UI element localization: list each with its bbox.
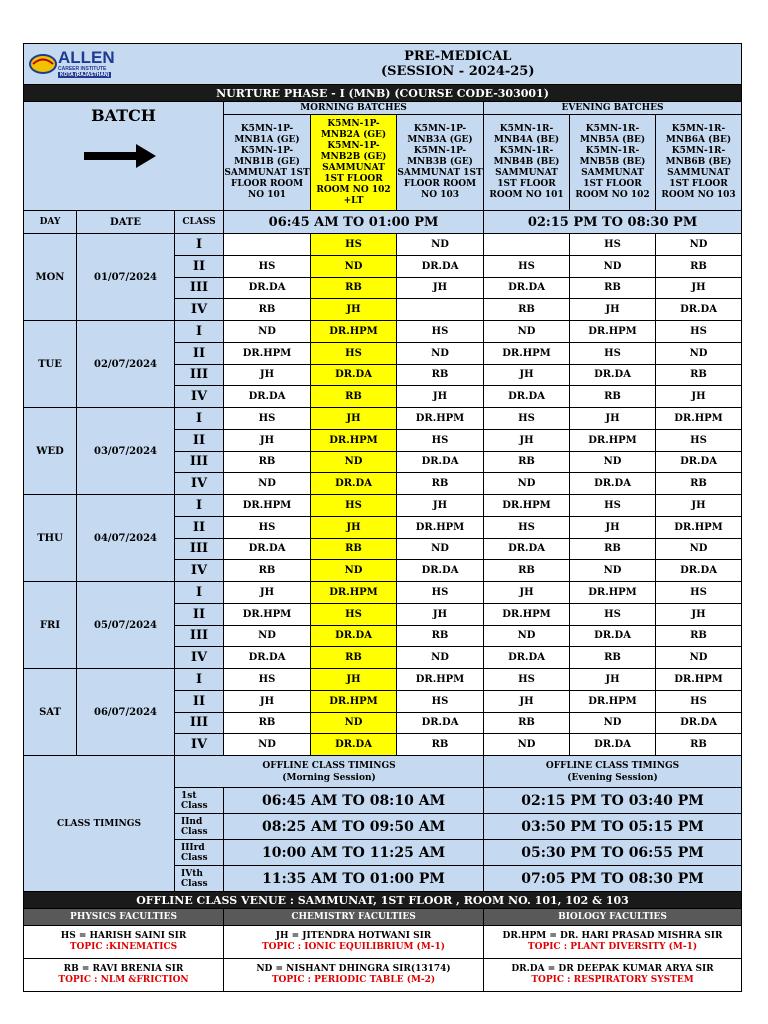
timing-evening: 02:15 PM TO 03:40 PM [484,788,742,814]
class-number-cell: I [175,408,224,430]
faculty-code-cell: DR.DA [311,734,397,756]
timing-row-label: IIIrd Class [175,840,224,866]
schedule-body [24,234,742,756]
class-number-cell: III [175,364,224,386]
batch-column-1: K5MN-1P-MNB1A (GE) K5MN-1P-MNB1B (GE) SAMMUNAT 1ST FLOOR ROOM NO 101 [224,115,311,211]
faculty-code-cell: RB [311,386,397,408]
faculty-code-cell: HS [484,516,570,538]
faculty-topic: TOPIC : IONIC EQUILIBRIUM (M-1) [261,942,446,952]
faculty-code-cell: JH [224,429,311,451]
faculty-code-cell: ND [224,734,311,756]
faculty-code-cell: RB [484,299,570,321]
faculty-code-cell: HS [656,582,742,604]
faculty-code-cell: ND [311,560,397,582]
morning-timings-header [175,756,484,788]
faculty-entry [484,959,742,992]
faculty-code-cell: JH [397,277,484,299]
date-cell: 05/07/2024 [77,582,175,669]
faculty-code-cell: DR.DA [570,734,656,756]
faculty-code-cell: RB [656,625,742,647]
right-arrow-icon [84,142,158,170]
faculty-code-cell: HS [224,255,311,277]
faculty-code-cell: DR.DA [397,451,484,473]
faculty-code-cell: DR.DA [484,538,570,560]
faculty-code-cell: RB [224,560,311,582]
faculty-code-cell: DR.DA [397,712,484,734]
faculty-code-cell: JH [656,495,742,517]
class-number-cell: III [175,451,224,473]
date-cell: 04/07/2024 [77,495,175,582]
faculty-code-cell: HS [570,603,656,625]
faculty-code-cell: RB [311,538,397,560]
faculty-code-cell: DR.HPM [484,342,570,364]
faculty-code-cell: JH [311,516,397,538]
phase-bar: NURTURE PHASE - I (MNB) (COURSE CODE-303001) [24,85,742,102]
faculty-code-cell: DR.DA [311,364,397,386]
faculty-code-cell: JH [656,277,742,299]
morning-time-header: 06:45 AM TO 01:00 PM [224,211,484,234]
schedule-row [24,321,742,343]
logo-subtitle: CAREER INSTITUTE [58,66,107,72]
class-number-cell: III [175,712,224,734]
batch-column-6: K5MN-1R-MNB6A (BE) K5MN-1R-MNB6B (BE) SAMMUNAT 1ST FLOOR ROOM NO 103 [656,115,742,211]
faculty-code-cell: JH [570,516,656,538]
class-number-cell: II [175,429,224,451]
class-number-cell: II [175,690,224,712]
faculty-name: HS = HARISH SAINI SIR [60,931,187,941]
faculty-code-cell: DR.DA [656,451,742,473]
faculty-code-cell: DR.HPM [311,321,397,343]
faculty-code-cell: JH [311,299,397,321]
faculty-code-cell: RB [397,625,484,647]
faculty-code-cell: DR.DA [656,299,742,321]
timing-morning: 11:35 AM TO 01:00 PM [224,866,484,892]
faculty-entry [24,959,224,992]
faculty-code-cell: RB [570,647,656,669]
faculty-code-cell: ND [397,234,484,256]
faculty-entry [24,926,224,959]
faculty-code-cell: RB [570,277,656,299]
faculty-code-cell: JH [570,299,656,321]
faculty-code-cell: HS [311,342,397,364]
date-cell: 02/07/2024 [77,321,175,408]
faculty-code-cell: HS [397,582,484,604]
faculty-code-cell: HS [397,429,484,451]
faculty-code-cell: ND [484,734,570,756]
faculty-code-cell: RB [656,255,742,277]
physics-faculties-header: PHYSICS FACULTIES [24,909,224,926]
schedule-row [24,669,742,691]
faculty-code-cell: DR.DA [570,364,656,386]
faculty-code-cell: ND [311,712,397,734]
schedule-row [24,234,742,256]
day-cell: FRI [24,582,77,669]
class-number-cell: I [175,495,224,517]
faculty-code-cell: JH [224,364,311,386]
faculty-topic: TOPIC : PERIODIC TABLE (M-2) [271,975,436,985]
faculty-code-cell: DR.DA [570,625,656,647]
faculty-code-cell: DR.HPM [656,669,742,691]
faculty-code-cell: DR.DA [656,712,742,734]
day-column-header: DAY [24,211,77,234]
morning-batches-header: MORNING BATCHES [224,102,484,115]
timing-row-label: 1st Class [175,788,224,814]
schedule-row [24,495,742,517]
morning-timings-subtitle: (Morning Session) [282,772,376,783]
faculty-code-cell: HS [656,429,742,451]
faculty-code-cell: ND [397,647,484,669]
evening-batches-header: EVENING BATCHES [484,102,742,115]
faculty-code-cell: DR.HPM [656,408,742,430]
faculty-code-cell: DR.HPM [570,321,656,343]
faculty-code-cell: ND [570,560,656,582]
faculty-code-cell: HS [397,321,484,343]
faculty-code-cell: RB [224,712,311,734]
faculty-code-cell: HS [224,516,311,538]
class-number-cell: I [175,582,224,604]
faculty-name: DR.HPM = DR. HARI PRASAD MISHRA SIR [502,931,723,941]
faculty-code-cell: DR.DA [224,647,311,669]
faculty-code-cell: DR.DA [570,473,656,495]
class-number-cell: III [175,538,224,560]
faculty-code-cell: RB [397,473,484,495]
timing-evening: 07:05 PM TO 08:30 PM [484,866,742,892]
faculty-code-cell: DR.DA [224,386,311,408]
faculty-code-cell: HS [570,342,656,364]
faculty-code-cell: JH [224,690,311,712]
faculty-code-cell: JH [397,386,484,408]
faculty-name: DR.DA = DR DEEPAK KUMAR ARYA SIR [511,964,714,974]
faculty-code-cell: DR.DA [484,277,570,299]
faculty-topic: TOPIC : PLANT DIVERSITY (M-1) [527,942,698,952]
timetable-sheet [23,43,741,992]
faculty-code-cell: DR.HPM [656,516,742,538]
faculty-code-cell: RB [484,451,570,473]
evening-timings-subtitle: (Evening Session) [567,772,658,783]
faculty-code-cell: ND [484,473,570,495]
faculty-code-cell: HS [484,408,570,430]
faculty-code-cell: RB [656,734,742,756]
timing-evening: 03:50 PM TO 05:15 PM [484,814,742,840]
date-cell: 01/07/2024 [77,234,175,321]
faculty-code-cell: HS [484,255,570,277]
schedule-row [24,408,742,430]
faculty-code-cell: ND [656,647,742,669]
faculty-code-cell: HS [397,690,484,712]
faculty-code-cell: JH [570,408,656,430]
logo-name: ALLEN [58,48,115,67]
class-number-cell: III [175,625,224,647]
faculty-code-cell: ND [311,255,397,277]
faculty-code-cell: JH [397,495,484,517]
day-cell: MON [24,234,77,321]
timing-morning: 08:25 AM TO 09:50 AM [224,814,484,840]
faculty-code-cell: ND [224,321,311,343]
title-line-2: (SESSION - 2024-25) [381,64,535,79]
class-number-cell: IV [175,473,224,495]
class-number-cell: II [175,255,224,277]
batch-column-3: K5MN-1P-MNB3A (GE) K5MN-1P-MNB3B (GE) SAMMUNAT 1ST FLOOR ROOM NO 103 [397,115,484,211]
day-cell: TUE [24,321,77,408]
logo [24,44,175,85]
faculty-code-cell: DR.DA [224,538,311,560]
faculty-code-cell: DR.HPM [311,582,397,604]
faculty-code-cell: DR.HPM [570,690,656,712]
faculty-code-cell: JH [484,582,570,604]
faculty-code-cell: DR.HPM [224,342,311,364]
faculty-code-cell: HS [311,495,397,517]
date-column-header: DATE [77,211,175,234]
faculty-code-cell: DR.HPM [570,429,656,451]
faculty-code-cell: JH [224,582,311,604]
faculty-code-cell [224,234,311,256]
batch-label-cell [24,102,224,211]
faculty-code-cell: JH [311,669,397,691]
venue-bar: OFFLINE CLASS VENUE : SAMMUNAT, 1ST FLOOR , ROOM NO. 101, 102 & 103 [24,892,742,909]
class-number-cell: IV [175,386,224,408]
faculty-code-cell: ND [397,538,484,560]
faculty-code-cell: DR.DA [484,386,570,408]
class-number-cell: II [175,342,224,364]
faculty-code-cell: DR.DA [224,277,311,299]
faculty-code-cell: JH [656,386,742,408]
class-number-cell: IV [175,299,224,321]
faculty-code-cell: RB [311,277,397,299]
timing-row-label: IInd Class [175,814,224,840]
faculty-code-cell [484,234,570,256]
chemistry-faculties-header: CHEMISTRY FACULTIES [224,909,484,926]
class-column-header: CLASS [175,211,224,234]
evening-timings-header [484,756,742,788]
date-cell: 06/07/2024 [77,669,175,756]
faculty-code-cell: DR.DA [484,647,570,669]
faculty-code-cell: JH [484,690,570,712]
faculty-code-cell: ND [484,625,570,647]
faculty-code-cell: DR.DA [656,560,742,582]
timetable [23,43,742,992]
title-line-1: PRE-MEDICAL [404,49,512,64]
faculty-code-cell: HS [224,408,311,430]
faculty-name: JH = JITENDRA HOTWANI SIR [275,931,432,941]
faculty-code-cell: HS [656,321,742,343]
faculty-entry [224,926,484,959]
biology-faculties-header: BIOLOGY FACULTIES [484,909,742,926]
faculty-code-cell: JH [484,364,570,386]
faculty-code-cell: ND [656,538,742,560]
faculty-code-cell: ND [570,712,656,734]
evening-timings-title: OFFLINE CLASS TIMINGS [545,760,680,771]
faculty-name: RB = RAVI BRENIA SIR [63,964,184,974]
faculty-code-cell: JH [311,408,397,430]
faculty-code-cell: DR.HPM [484,603,570,625]
schedule-row [24,582,742,604]
class-number-cell: IV [175,560,224,582]
faculty-code-cell: HS [570,234,656,256]
day-cell: WED [24,408,77,495]
faculty-code-cell: ND [224,473,311,495]
timing-row-label: IVth Class [175,866,224,892]
faculty-code-cell: HS [570,495,656,517]
faculty-code-cell: ND [224,625,311,647]
faculty-code-cell: RB [570,386,656,408]
faculty-code-cell: JH [656,603,742,625]
date-cell: 03/07/2024 [77,408,175,495]
faculty-entry [224,959,484,992]
faculty-code-cell: DR.DA [311,473,397,495]
class-number-cell: III [175,277,224,299]
faculty-topic: TOPIC : RESPIRATORY SYSTEM [531,975,694,985]
faculty-code-cell: DR.HPM [224,603,311,625]
faculty-code-cell: JH [484,429,570,451]
faculty-code-cell: ND [311,451,397,473]
faculty-code-cell: DR.DA [397,560,484,582]
faculty-code-cell: RB [484,560,570,582]
faculty-code-cell: HS [656,690,742,712]
batch-label: BATCH [91,106,156,125]
morning-timings-title: OFFLINE CLASS TIMINGS [262,760,396,771]
class-number-cell: IV [175,647,224,669]
faculty-code-cell: DR.HPM [570,582,656,604]
faculty-code-cell: RB [484,712,570,734]
batch-column-4: K5MN-1R-MNB4A (BE) K5MN-1R-MNB4B (BE) SAMMUNAT 1ST FLOOR ROOM NO 101 [484,115,570,211]
faculty-code-cell: JH [397,603,484,625]
faculty-code-cell: DR.HPM [224,495,311,517]
faculty-code-cell: JH [570,669,656,691]
faculty-code-cell: DR.HPM [397,408,484,430]
class-number-cell: I [175,669,224,691]
faculty-code-cell: RB [397,734,484,756]
batch-column-5: K5MN-1R-MNB5A (BE) K5MN-1R-MNB5B (BE) SAMMUNAT 1ST FLOOR ROOM NO 102 [570,115,656,211]
faculty-code-cell: DR.HPM [484,495,570,517]
faculty-code-cell: RB [397,364,484,386]
faculty-code-cell: DR.HPM [311,690,397,712]
faculty-code-cell: ND [656,342,742,364]
logo-location: KOTA (RAJASTHAN) [60,72,110,78]
faculty-entry [484,926,742,959]
faculty-topic: TOPIC : NLM &FRICTION [58,975,189,985]
day-cell: SAT [24,669,77,756]
faculty-code-cell: ND [570,255,656,277]
faculty-code-cell: RB [311,647,397,669]
faculty-code-cell: HS [484,669,570,691]
timing-morning: 10:00 AM TO 11:25 AM [224,840,484,866]
faculty-name: ND = NISHANT DHINGRA SIR(13174) [256,964,451,974]
faculty-code-cell: RB [224,299,311,321]
faculty-code-cell: DR.DA [397,255,484,277]
class-number-cell: I [175,234,224,256]
timing-evening: 05:30 PM TO 06:55 PM [484,840,742,866]
faculty-code-cell: DR.HPM [311,429,397,451]
faculty-code-cell: DR.HPM [397,516,484,538]
evening-time-header: 02:15 PM TO 08:30 PM [484,211,742,234]
faculty-code-cell: DR.HPM [397,669,484,691]
class-number-cell: I [175,321,224,343]
faculty-code-cell: HS [311,234,397,256]
class-number-cell: II [175,603,224,625]
faculty-code-cell: HS [224,669,311,691]
faculty-code-cell [397,299,484,321]
faculty-code-cell: RB [656,364,742,386]
faculty-code-cell: ND [656,234,742,256]
class-number-cell: II [175,516,224,538]
faculty-code-cell: RB [656,473,742,495]
timing-morning: 06:45 AM TO 08:10 AM [224,788,484,814]
faculty-code-cell: RB [570,538,656,560]
day-cell: THU [24,495,77,582]
page-title [175,44,742,85]
faculty-code-cell: DR.DA [311,625,397,647]
batch-column-2: K5MN-1P-MNB2A (GE) K5MN-1P-MNB2B (GE) SAMMUNAT 1ST FLOOR ROOM NO 102 +LT [311,115,397,211]
faculty-topic: TOPIC :KINEMATICS [69,942,178,952]
allen-emblem-icon [28,53,58,75]
faculty-code-cell: RB [224,451,311,473]
faculty-code-cell: HS [311,603,397,625]
class-number-cell: IV [175,734,224,756]
faculty-code-cell: ND [397,342,484,364]
class-timings-label: CLASS TIMINGS [24,756,175,892]
faculty-code-cell: ND [484,321,570,343]
faculty-code-cell: ND [570,451,656,473]
